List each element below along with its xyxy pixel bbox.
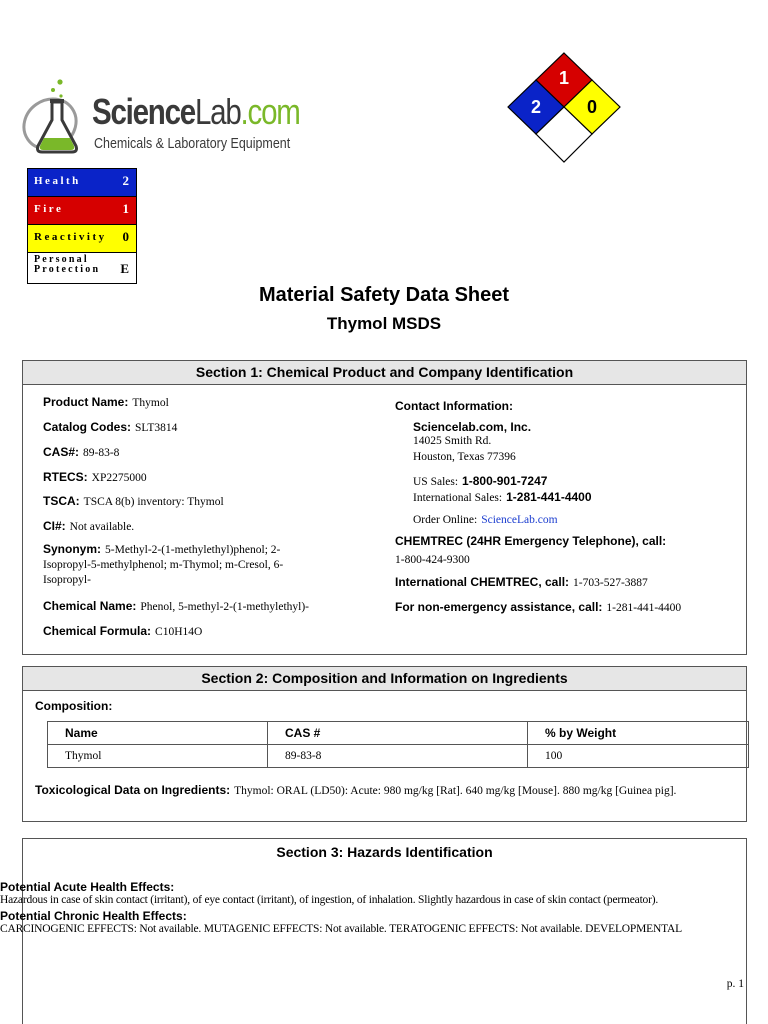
- rating-protection-label: Personal Protection: [34, 254, 101, 275]
- section-3-body: [0, 880, 768, 940]
- rtecs-field: RTECS: XP2275000: [43, 470, 147, 484]
- acute-effects-text: Hazardous in case of skin contact (irritant), of eye contact (irritant), of ingestion, of inhalation. Slightly hazardous in case of skin contact (permeator).: [0, 894, 659, 906]
- cell-weight: 100: [528, 745, 749, 768]
- non-emergency-field: For non-emergency assistance, call: 1-281-441-4400: [395, 600, 682, 614]
- logo-word-lab: Lab: [194, 91, 241, 132]
- rating-health-label: Health: [34, 175, 81, 187]
- logo-tagline: Chemicals & Laboratory Equipment: [94, 136, 291, 152]
- rating-protection-row: [28, 253, 136, 283]
- product-name-field: Product Name: Thymol: [43, 395, 169, 409]
- chronic-effects-text: CARCINOGENIC EFFECTS: Not available. MUTAGENIC EFFECTS: Not available. TERATOGENIC EFFECTS: Not available. DEVELOPMENTAL: [0, 923, 682, 935]
- rating-health-value: 2: [122, 173, 129, 188]
- catalog-codes-field: Catalog Codes: SLT3814: [43, 420, 178, 434]
- rating-protection-value: E: [120, 261, 129, 276]
- column-header-weight: % by Weight: [528, 722, 749, 745]
- flask-icon: [20, 76, 90, 162]
- acute-effects-label: Potential Acute Health Effects:: [0, 880, 175, 894]
- chronic-effects-label: Potential Chronic Health Effects:: [0, 909, 187, 923]
- chemical-name-field: Chemical Name: Phenol, 5-methyl-2-(1-methylethyl)-: [43, 599, 310, 613]
- rating-reactivity-value: 0: [122, 229, 129, 244]
- address-line-2: Houston, Texas 77396: [413, 451, 516, 463]
- rating-fire-row: [28, 197, 136, 225]
- intl-sales-field: International Sales: 1-281-441-4400: [413, 490, 592, 504]
- composition-label: Composition:: [35, 699, 113, 713]
- section-1: [22, 360, 747, 655]
- chemtrec-field: CHEMTREC (24HR Emergency Telephone), call: 1-800-424-9300: [395, 534, 667, 566]
- tsca-field: TSCA: TSCA 8(b) inventory: Thymol: [43, 494, 224, 508]
- order-online-field: Order Online: ScienceLab.com: [413, 514, 558, 526]
- cell-cas: 89-83-8: [268, 745, 528, 768]
- column-header-cas: CAS #: [268, 722, 528, 745]
- composition-table: [47, 721, 749, 768]
- composition-header-row: [48, 722, 749, 745]
- section-3-heading: Section 3: Hazards Identification: [23, 841, 746, 865]
- rating-fire-label: Fire: [34, 203, 64, 215]
- rating-reactivity-label: Reactivity: [34, 231, 107, 243]
- nfpa-health-value: 2: [530, 97, 542, 117]
- ci-field: CI#: Not available.: [43, 519, 135, 533]
- document-title: Material Safety Data Sheet: [258, 284, 510, 306]
- synonym-field: Synonym: 5-Methyl-2-(1-methylethyl)phenol; 2- Isopropyl-5-methylphenol; m-Thymol; m-Cresol, 6- Isopropyl-: [43, 542, 284, 586]
- section-2: [22, 666, 747, 822]
- nfpa-diamond: [506, 52, 622, 164]
- sciencelab-logo: [20, 76, 310, 162]
- rating-reactivity-row: [28, 225, 136, 253]
- toxicological-data: Toxicological Data on Ingredients: Thymol: ORAL (LD50): Acute: 980 mg/kg [Rat]. 640 mg/kg [Mouse]. 880 mg/kg [Guinea pig].: [35, 783, 677, 797]
- company-name: Sciencelab.com, Inc.: [413, 420, 532, 434]
- address-line-1: 14025 Smith Rd.: [413, 435, 492, 447]
- cell-name: Thymol: [48, 745, 268, 768]
- logo-word-science: Science: [92, 91, 195, 132]
- contact-info-label: Contact Information:: [395, 399, 513, 413]
- logo-word-com: .com: [240, 91, 300, 132]
- nfpa-reactivity-value: 0: [586, 97, 598, 117]
- rating-fire-value: 1: [122, 201, 129, 216]
- section-2-heading: Section 2: Composition and Information on Ingredients: [23, 667, 746, 691]
- document-subtitle: Thymol MSDS: [326, 314, 442, 333]
- section-1-heading: Section 1: Chemical Product and Company Identification: [23, 361, 746, 385]
- intl-chemtrec-field: International CHEMTREC, call: 1-703-527-3887: [395, 575, 648, 589]
- table-row: [48, 745, 749, 768]
- hazard-rating-table: [27, 168, 137, 284]
- nfpa-fire-value: 1: [558, 68, 570, 88]
- cas-field: CAS#: 89-83-8: [43, 445, 120, 459]
- rating-health-row: [28, 169, 136, 197]
- column-header-name: Name: [48, 722, 268, 745]
- sciencelab-link[interactable]: ScienceLab.com: [481, 514, 558, 526]
- us-sales-field: US Sales: 1-800-901-7247: [413, 474, 548, 488]
- chemical-formula-field: Chemical Formula: C10H14O: [43, 624, 203, 638]
- page-number: p. 1: [726, 978, 744, 990]
